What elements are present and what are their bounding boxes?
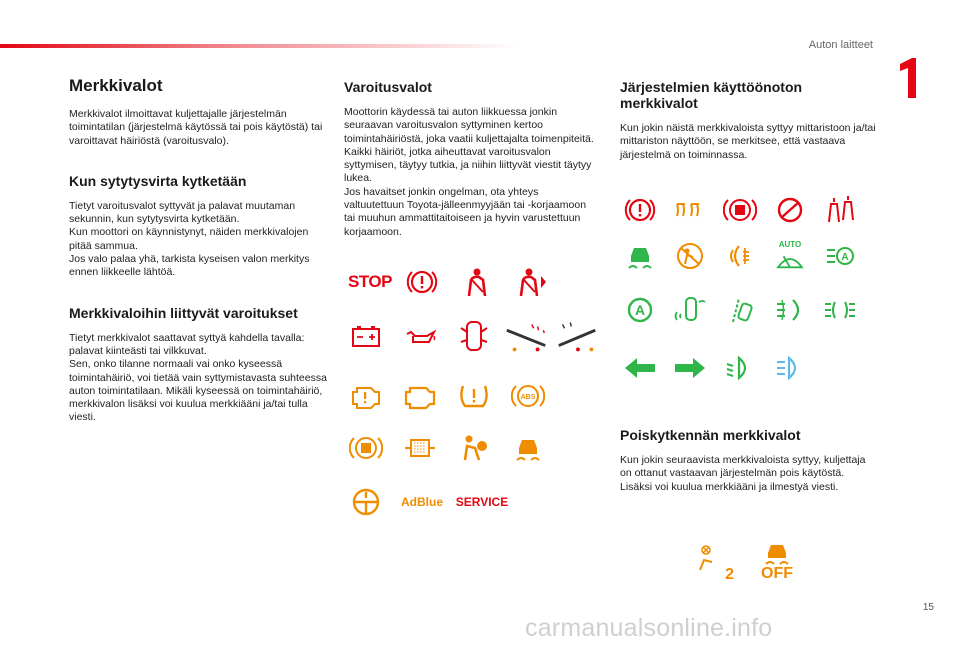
fuel-gauge-icon [552,318,602,354]
column-middle [344,79,594,239]
brake-system-icon [720,192,760,228]
ignition-heading: Kun sytytysvirta kytketään [69,172,247,189]
turn-left-icon [620,350,660,386]
warning-icons-row-3 [346,378,548,414]
warning-icons-row-4 [346,430,548,466]
warning-lights-heading: Varoitusvalot [344,79,432,95]
system-icons-row-2 [620,238,860,274]
watermark: carmanualsonline.info [525,614,773,642]
svg-text:A: A [841,252,849,263]
warning-icons-row-5 [346,484,510,520]
stability-off-icon: OFF [754,538,800,586]
side-lights-icon [820,292,860,328]
seatbelt-driver-icon [456,264,496,300]
front-fog-icon [770,292,810,328]
particle-filter-icon [400,430,440,466]
system-lights-text: Kun jokin näistä merkkivaloista syttyy mittaristoon ja/tai mittariston näyttöön, se merkitsee, että vastaava järjestelmä on toiminnassa. [620,122,876,161]
dipped-beam-icon [720,350,760,386]
warning-lights-text-2: Kaikki häiriöt, jotka aiheuttavat varoitusvalon syttymisen, täytyy tutkia, ja niihin liittyvät viestit täytyy lukea. [344,145,592,185]
column-right [620,79,880,162]
general-warning-icon [620,192,660,228]
adblue-icon: AdBlue [401,495,443,509]
auto-high-beam-icon [820,238,860,274]
warning-lights-text-3: Jos havaitset jonkin ongelman, ota yhteys valtuutettuun Toyota-jälleenmyyjään tai -korjaamoon tai muuhun ammattitaitoiseen ja hyvin varustettuun korjaamoon. [344,185,587,238]
ignition-text-2: Kun moottori on käynnistynyt, näiden merkkivalojen pitää sammua. [69,226,309,252]
lane-departure-icon [720,292,760,328]
passenger-airbag-off-icon [670,238,710,274]
check-engine-icon [400,378,440,414]
airbag-off-icon: 2 [694,540,734,584]
engine-service-icon [346,378,386,414]
section-label: Auton laitteet [808,39,873,51]
page-number: 15 [922,602,934,613]
parking-sensors-icon [670,292,710,328]
steering-lock-icon [770,192,810,228]
header-accent-bar [0,44,520,48]
system-icons-row-1 [620,192,860,228]
svg-text:A: A [634,302,646,318]
door-open-icon [454,318,494,354]
stop-icon: STOP [348,272,392,291]
temperature-gauge-icon [502,318,552,354]
tire-pressure-icon [454,378,494,414]
auto-wipers-icon: AUTO [770,238,810,274]
ignition-text-3: Jos valo palaa yhä, tarkista kyseisen valon merkitys ennen liikkeelle lähtöä. [69,253,310,279]
glow-plug-icon [670,192,710,228]
system-lights-heading: Järjestelmien käyttöönoton merkkivalot [620,79,803,111]
off-lights-text-2: Lisäksi voi kuulua merkkiääni ja ilmestyä viesti. [620,480,839,493]
general-warning-red-icon [402,264,442,300]
off-lights-text-1: Kun jokin seuraavista merkkivaloista syttyy, kuljettaja on ottanut vastaavan järjestelmän pois käytöstä. [620,454,866,480]
abs-icon [508,378,548,414]
warnings-text-1: Tietyt merkkivalot saattavat syttyä kahdella tavalla: palavat kiinteästi tai vilkkuvat. [69,331,305,357]
intro-text: Merkkivalot ilmoittavat kuljettajalle järjestelmän toimintatilan (järjestelmä käytössä tai pois käytöstä) tai varoittavat häiriöstä (varoitusvalo). [69,108,323,147]
svg-text:ABS: ABS [520,394,536,401]
chapter-number [896,58,918,98]
warning-icons-row-2 [346,318,602,354]
pedal-press-icon [820,192,860,228]
seatbelt-passenger-icon [510,264,550,300]
off-lights-heading: Poiskytkennän merkkivalot [620,427,801,443]
off-lights-section [620,427,880,494]
battery-icon [346,318,386,354]
warnings-text-2: Sen, onko tilanne normaali vai onko kyseessä toimintahäiriö, voi tietää vain syttymistavasta suhteessa auton toimintatilaan. Mikäli kyseessä on toimintahäiriö, merkkivalon lisäksi voi kuulua merkkiääni ja/tai tulla viesti. [69,358,327,424]
auto-stop-start-icon [620,292,660,328]
main-beam-icon [770,350,810,386]
stability-green-icon [620,238,660,274]
turn-right-icon [670,350,710,386]
warning-lights-text-1: Moottorin käydessä tai auton liikkuessa jonkin seuraavan varoitusvalon syttyminen kertoo toimintahäiriöstä, joka vaatii kuljettajalta toimenpiteitä. [344,106,594,145]
rear-fog-icon [720,238,760,274]
service-icon: SERVICE [455,495,509,509]
off-icons-row [694,538,800,586]
system-icons-row-3 [620,292,860,328]
stability-control-icon [508,430,548,466]
column-left [69,76,331,425]
oil-pressure-icon [400,318,440,354]
power-steering-icon [346,484,386,520]
page-title: Merkkivalot [69,76,163,95]
brake-assist-icon [346,430,386,466]
airbag-icon [454,430,494,466]
system-icons-row-4 [620,350,810,386]
warning-icons-row-1 [344,264,550,300]
warnings-heading: Merkkivaloihin liittyvät varoitukset [69,304,298,321]
ignition-text-1: Tietyt varoitusvalot syttyvät ja palavat muutaman sekunnin, kun sytytysvirta kytketään. [69,199,296,226]
